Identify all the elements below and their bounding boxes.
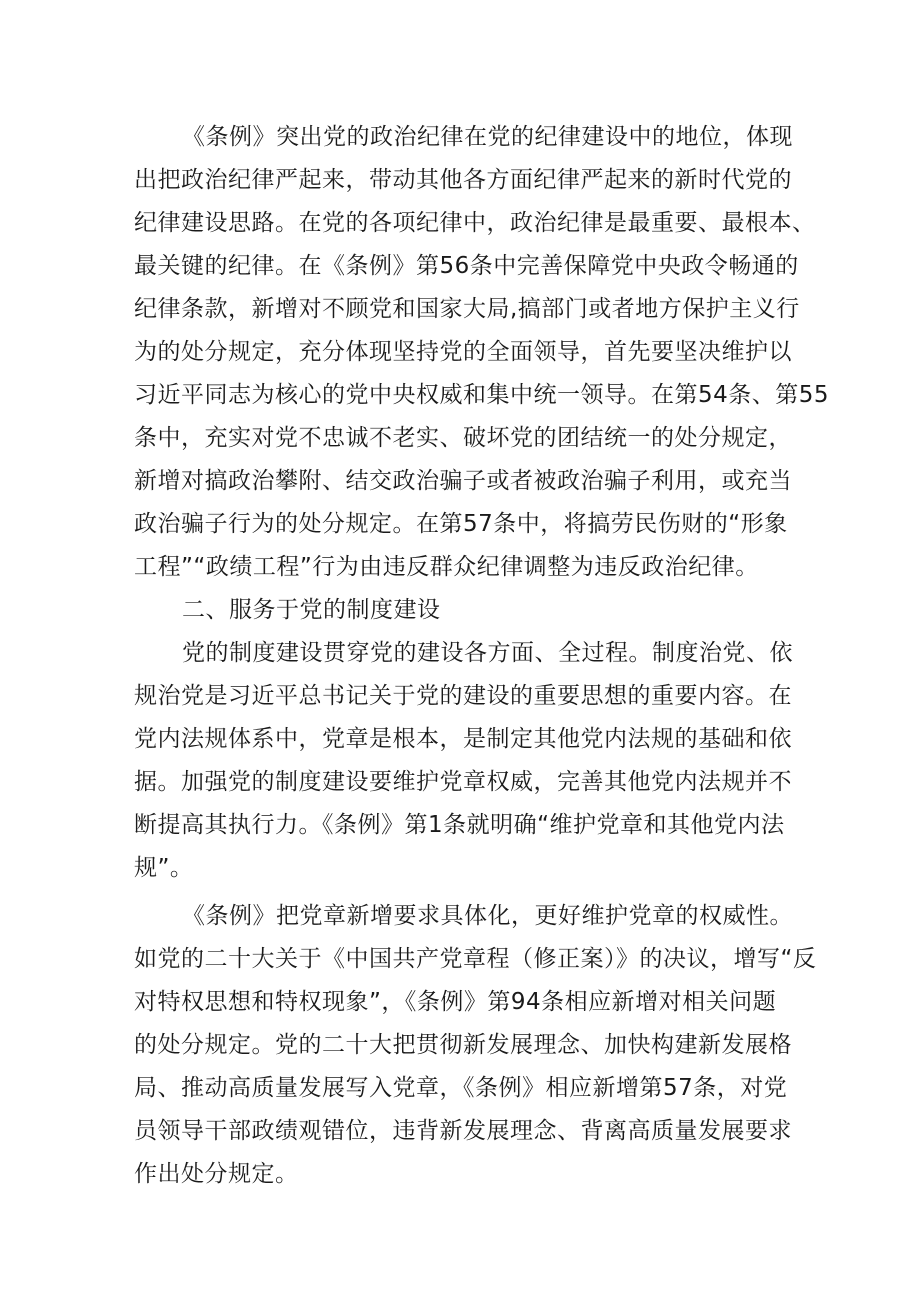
text-line: 的处分规定。党的二十大把贯彻新发展理念、加快构建新发展格 [134, 1032, 792, 1058]
text-line: 政治骗子行为的处分规定。在第57条中，将搞劳民伤财的“形象 [134, 511, 788, 537]
text-line: 规”。 [134, 855, 194, 881]
text-line: 为的处分规定，充分体现坚持党的全面领导，首先要坚决维护以 [134, 339, 792, 365]
text-line: 纪律条款，新增对不顾党和国家大局,搞部门或者地方保护主义行 [134, 296, 800, 322]
text-line: 据。加强党的制度建设要维护党章权威，完善其他党内法规并不 [134, 769, 792, 795]
text-line: 对特权思想和特权现象”，《条例》第94条相应新增对相关问题 [134, 989, 777, 1015]
text-line: 最关键的纪律。在《条例》第56条中完善保障党中央政令畅通的 [134, 253, 799, 279]
text-line: 作出处分规定。 [134, 1161, 299, 1187]
text-line: 条中，充实对党不忠诚不老实、破坏党的团结统一的处分规定， [134, 425, 792, 451]
text-line: 《条例》突出党的政治纪律在党的纪律建设中的地位，体现 [182, 124, 793, 150]
text-line: 党的制度建设贯穿党的建设各方面、全过程。制度治党、依 [182, 640, 793, 666]
text-line: 出把政治纪律严起来，带动其他各方面纪律严起来的新时代党的 [134, 167, 792, 193]
section-heading: 二、服务于党的制度建设 [182, 597, 441, 623]
text-line: 局、推动高质量发展写入党章，《条例》相应新增第57条，对党 [134, 1075, 788, 1101]
text-line: 如党的二十大关于《中国共产党章程（修正案）》的决议，增写“反 [134, 946, 817, 972]
text-line: 员领导干部政绩观错位，违背新发展理念、背离高质量发展要求 [134, 1118, 792, 1144]
text-line: 新增对搞政治攀附、结交政治骗子或者被政治骗子利用，或充当 [134, 468, 792, 494]
text-line: 断提高其执行力。《条例》第1条就明确“维护党章和其他党内法 [134, 812, 785, 838]
text-line: 纪律建设思路。在党的各项纪律中，政治纪律是最重要、最根本、 [134, 210, 816, 236]
text-line: 《条例》把党章新增要求具体化，更好维护党章的权威性。 [182, 903, 793, 929]
text-line: 工程”“政绩工程”行为由违反群众纪律调整为违反政治纪律。 [134, 554, 759, 580]
text-line: 规治党是习近平总书记关于党的建设的重要思想的重要内容。在 [134, 683, 792, 709]
text-line: 习近平同志为核心的党中央权威和集中统一领导。在第54条、第55 [134, 382, 830, 408]
text-line: 党内法规体系中，党章是根本，是制定其他党内法规的基础和依 [134, 726, 792, 752]
